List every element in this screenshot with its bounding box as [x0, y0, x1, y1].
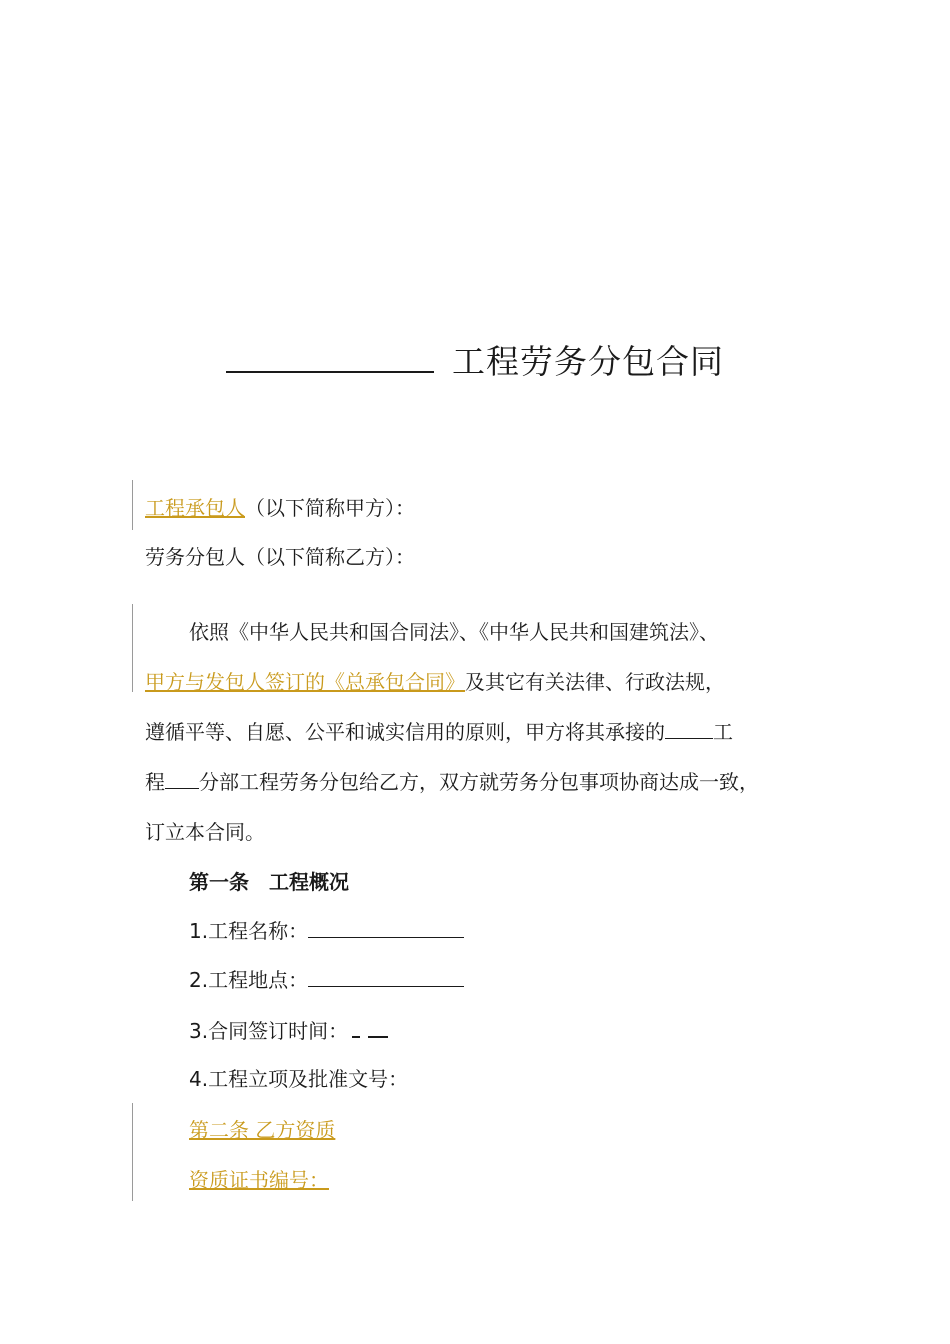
change-bar	[132, 1103, 133, 1201]
item-4-label: 工程立项及批准文号：	[208, 1067, 409, 1091]
intro-line-2-rest: 及其它有关法律、行政法规，	[465, 670, 725, 694]
blank-date-a	[352, 1016, 360, 1038]
blank-project-location	[308, 966, 464, 987]
contract-title	[0, 336, 950, 383]
party-a-label: 工程承包人	[145, 496, 245, 520]
intro-line-3-end: 工	[713, 720, 733, 744]
blank-project	[665, 718, 713, 739]
intro-line-4	[145, 768, 759, 796]
blank-project-name	[308, 917, 464, 938]
item-4-number: 4.	[189, 1067, 209, 1091]
change-bar	[132, 480, 133, 530]
intro-line-1: 依照《中华人民共和国合同法》、《中华人民共和国建筑法》、	[189, 620, 719, 644]
change-bar	[132, 604, 133, 692]
intro-line-5: 订立本合同。	[145, 820, 265, 844]
item-3-number: 3.	[189, 1019, 209, 1043]
article-2-heading: 第二条 乙方资质	[189, 1118, 336, 1142]
item-project-location	[189, 966, 464, 994]
intro-revision-text: 甲方与发包人签订的《总承包合同》	[145, 670, 465, 694]
intro-line-4-start: 程	[145, 770, 165, 794]
item-approval-number	[189, 1065, 408, 1093]
intro-line-4-rest: 分部工程劳务分包给乙方，双方就劳务分包事项协商达成一致，	[199, 770, 759, 794]
article-1-heading: 第一条 工程概况	[189, 870, 349, 894]
item-project-name	[189, 917, 464, 945]
item-1-label: 工程名称：	[208, 919, 309, 943]
item-2-label: 工程地点：	[208, 968, 309, 992]
intro-line-3	[145, 718, 733, 746]
blank-date-b	[368, 1016, 388, 1038]
intro-line-3-text: 遵循平等、自愿、公平和诚实信用的原则，甲方将其承接的	[145, 720, 665, 744]
party-a-suffix: （以下简称甲方）：	[245, 496, 415, 520]
item-1-number: 1.	[189, 919, 209, 943]
intro-line-2	[145, 668, 725, 696]
title-text: 工程劳务分包合同	[452, 342, 724, 381]
item-2-number: 2.	[189, 968, 209, 992]
item-sign-date	[189, 1016, 388, 1045]
blank-subproject	[165, 768, 199, 789]
party-b-line: 劳务分包人（以下简称乙方）：	[145, 545, 415, 569]
party-a-line	[145, 494, 415, 522]
project-name-blank	[226, 341, 434, 373]
item-3-label: 合同签订时间：	[208, 1019, 349, 1043]
qualification-cert-line: 资质证书编号：	[189, 1168, 329, 1192]
